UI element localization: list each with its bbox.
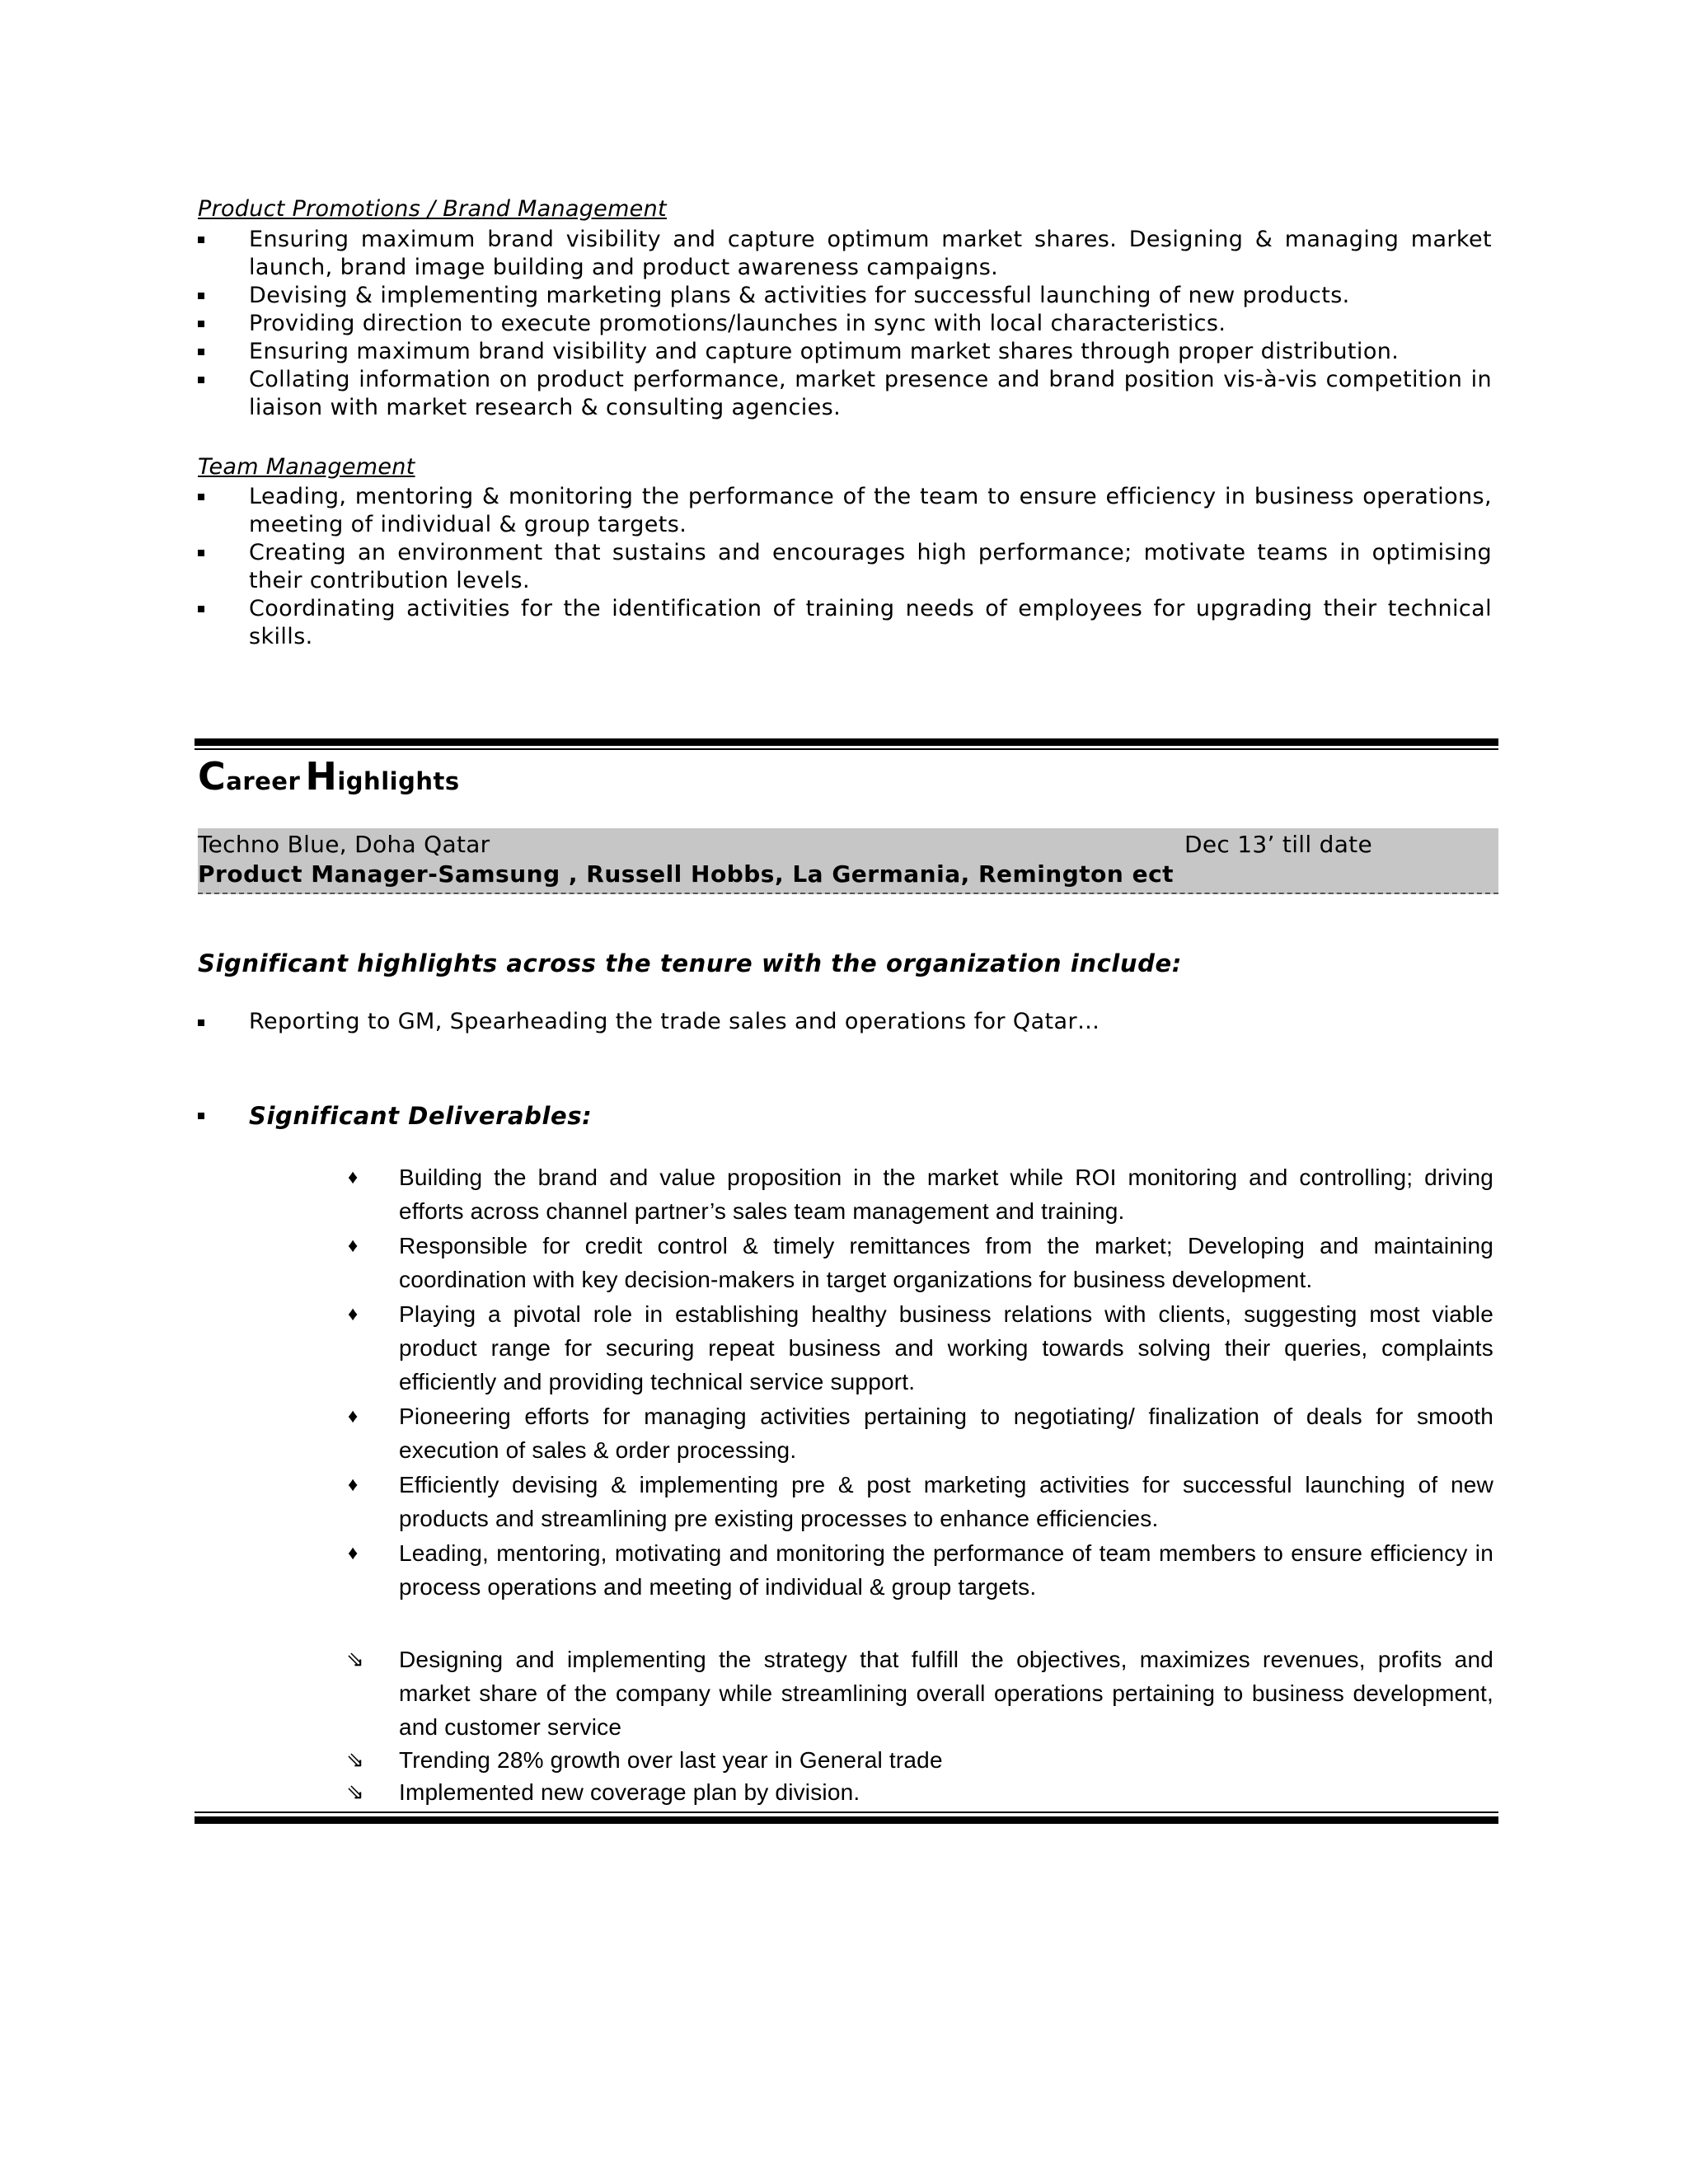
list-item: ⇘ Designing and implementing the strategy that fulfill the objectives, maximizes revenues, profits and market share of the company while streamlining overall operations pertaining to business development, and customer service — [346, 1643, 1493, 1744]
list-item: ♦ Leading, mentoring, motivating and monitoring the performance of team members to ensure efficiency in process operations and meeting of individual & group targets. — [346, 1536, 1493, 1604]
arrow-bullet-icon: ⇘ — [346, 1747, 364, 1772]
list-item: ⇘ Implemented new coverage plan by division. — [346, 1776, 1493, 1808]
diamond-bullet-icon: ♦ — [348, 1166, 359, 1188]
list-item: Ensuring maximum brand visibility and capture optimum market shares. Designing & managing market launch, brand image building and product awareness campaigns. — [198, 226, 1492, 282]
team-heading: Team Management — [198, 454, 415, 480]
list-item: Leading, mentoring & monitoring the performance of the team to ensure efficiency in business operations, meeting of individual & group targets. — [198, 483, 1492, 539]
achievements-list — [346, 1643, 1493, 1808]
job-header — [198, 828, 1498, 894]
list-item: ♦ Pioneering efforts for managing activities pertaining to negotiating/ finalization of deals for smooth execution of sales & order processing. — [346, 1399, 1493, 1467]
team-list — [198, 483, 1492, 651]
square-bullet-icon — [198, 349, 204, 355]
list-item: Ensuring maximum brand visibility and capture optimum market shares through proper distribution. — [198, 338, 1492, 366]
list-item: ♦ Efficiently devising & implementing pre & post marketing activities for successful launching of new products and streamlining pre existing processes to enhance efficiencies. — [346, 1468, 1493, 1535]
promotions-heading: Product Promotions / Brand Management — [198, 196, 667, 222]
reporting-item: Reporting to GM, Spearheading the trade sales and operations for Qatar… — [198, 1009, 1352, 1037]
arrow-bullet-icon: ⇘ — [346, 1647, 364, 1671]
section-divider-thin — [195, 1811, 1498, 1813]
list-item: ♦ Playing a pivotal role in establishing healthy business relations with clients, suggesting most viable product range for securing repeat business and working towards solving their queries, complaints efficiently and providing technical service support. — [346, 1297, 1493, 1399]
diamond-bullet-icon: ♦ — [348, 1542, 359, 1564]
list-item: ♦ Responsible for credit control & timely remittances from the market; Developing and maintaining coordination with key decision-makers in target organizations for business development. — [346, 1229, 1493, 1296]
job-title: Product Manager-Samsung , Russell Hobbs, La Germania, Remington ect — [198, 860, 1175, 888]
diamond-bullet-icon: ♦ — [348, 1303, 359, 1325]
square-bullet-icon — [198, 550, 204, 556]
job-dates: Dec 13’ till date — [1184, 831, 1372, 858]
square-bullet-icon — [198, 606, 204, 612]
deliverables-heading-item: Significant Deliverables: — [198, 1102, 1022, 1132]
section-divider-thin — [195, 748, 1498, 750]
promotions-list — [198, 226, 1492, 422]
career-highlights-title: Career Highlights — [198, 754, 460, 799]
diamond-bullet-icon: ♦ — [348, 1474, 359, 1496]
arrow-bullet-icon: ⇘ — [346, 1779, 364, 1804]
list-item: ⇘ Trending 28% growth over last year in General trade — [346, 1744, 1493, 1776]
square-bullet-icon — [198, 1019, 204, 1026]
section-divider-thick — [195, 1816, 1498, 1824]
square-bullet-icon — [198, 321, 204, 327]
diamond-bullet-icon: ♦ — [348, 1405, 359, 1427]
square-bullet-icon — [198, 1113, 204, 1119]
list-item: ♦ Building the brand and value proposition in the market while ROI monitoring and controlling; driving efforts across channel partner’s sales team management and training. — [346, 1160, 1493, 1228]
list-item: Collating information on product performance, market presence and brand position vis-à-vis competition in liaison with market research & consulting agencies. — [198, 366, 1492, 422]
list-item: Devising & implementing marketing plans & activities for successful launching of new products. — [198, 282, 1492, 310]
list-item: Creating an environment that sustains and encourages high performance; motivate teams in optimising their contribution levels. — [198, 539, 1492, 595]
diamond-bullet-icon: ♦ — [348, 1235, 359, 1257]
highlights-heading: Significant highlights across the tenure with the organization include: — [198, 949, 1183, 977]
square-bullet-icon — [198, 237, 204, 243]
section-divider-thick — [195, 738, 1498, 746]
deliverables-list — [346, 1160, 1493, 1605]
square-bullet-icon — [198, 377, 204, 383]
square-bullet-icon — [198, 293, 204, 299]
list-item: Coordinating activities for the identification of training needs of employees for upgrading their technical skills. — [198, 595, 1492, 651]
company-name: Techno Blue, Doha Qatar — [198, 831, 490, 858]
square-bullet-icon — [198, 494, 204, 500]
list-item: Providing direction to execute promotions/launches in sync with local characteristics. — [198, 310, 1492, 338]
